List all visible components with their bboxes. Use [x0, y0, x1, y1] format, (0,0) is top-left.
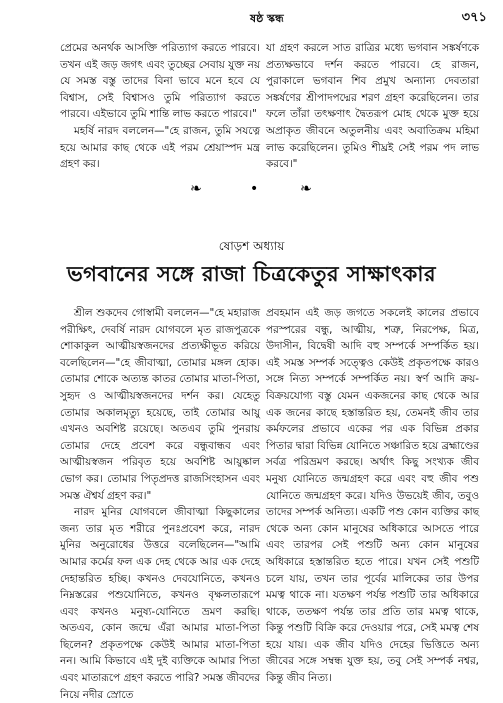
- chapter-number: ষোড়শ অধ্যায়: [218, 239, 285, 253]
- section-ornament: [180, 178, 330, 198]
- body-right-column: [266, 305, 479, 687]
- paragraph: যা গ্রহণ করলে সাত রাত্রির মধ্যে ভগবান সঙ্কর্ষণকে প্রত্যক্ষভাবে দর্শন করতে পারবে। হে রাজন, পুরাকালে ভগবান শিব প্রমুখ অন্যান্য দেবতারা সঙ্কর্ষণের শ্রীপাদপদ্মের শরণ গ্রহণ করেছিলেন। তার ফলে তাঁরা তৎক্ষণাৎ দ্বৈতরূপ মোহ থেকে মুক্ত হয়ে অপ্রাকৃত জীবনে অতুলনীয় এবং অবাতিক্রম মহিমা লাভ করেছিলেন। তুমিও শীঘ্রই সেই পরম পদ লাভ করবে।": [266, 42, 479, 171]
- body-left-column: [60, 305, 260, 703]
- top-right-column: [266, 40, 479, 173]
- paragraph: মহর্ষি নারদ বললেন—"হে রাজন, তুমি সযত্নে হয়ে আমার কাছ থেকে এই পরম শ্রেয়াস্পদ মন্ত্র গ্রহণ কর।: [60, 124, 260, 171]
- ornament-right: ❧: [300, 181, 312, 197]
- paragraph: নারদ মুনির যোগবলে জীবাত্মা কিছুকালের জন্য তার মৃত শরীরে পুনঃপ্রবেশ করে, নারদ মুনির অনুরোধের উত্তরে বলেছিলেন—"আমি আমার কর্মের ফল এক দেহ থেকে আর এক দেহে দেহান্তরিত হচ্ছি। কখনও দেবযোনিতে, কখনও নিম্নস্তরের পশুযোনিতে, কখনও বৃক্ষলতারূপে এবং কখনও মনুষ্য-যোনিতে ভ্রমণ করছি। অতএব, কোন জন্মে এঁরা আমার মাতা-পিতা ছিলেন? প্রকৃতপক্ষে কেউই আমার মাতা-পিতা নন। আমি কিভাবে এই দুই ব্যক্তিকে আমার পিতা এবং মাতারূপে গ্রহণ করতে পারি? সমস্ত জীবদের নিয়ে নদীর স্রোতে: [60, 506, 260, 701]
- top-left-column: [60, 40, 260, 173]
- page-header: [60, 6, 487, 28]
- running-title: ষষ্ঠ স্কন্ধ: [250, 12, 284, 25]
- ornament-center: •: [250, 181, 259, 197]
- paragraph: প্রবহমান এই জড় জগতে সকলেই কালের প্রভাবে পরস্পরের বন্ধু, আত্মীয়, শত্রু, নিরপেক্ষ, মিত্র, উদাসীন, বিদ্বেষী আদি বহু সম্পর্কে সম্পর্কিত হয়। এই সমস্ত সম্পর্ক সত্ত্বেও কেউই প্রকৃতপক্ষে কারও সঙ্গে নিত্য সম্পর্কে সম্পর্কিত নয়। স্বর্ণ আদি ক্রয়-বিক্রয়যোগ্য বস্তু যেমন একজনের কাছ থেকে আর এক জনের কাছে হস্তান্তরিত হয়, তেমনই জীব তার কর্মফলের প্রভাবে একের পর এক বিভিন্ন প্রকার পিতার দ্বারা বিভিন্ন যোনিতে সঞ্চারিত হয়ে ব্রহ্মাণ্ডের সর্বত্র পরিভ্রমণ করছে। অর্থাৎ কিছু সংখ্যক জীব মনুষ্য যোনিতে জন্মগ্রহণ করে এবং বহু জীব পশু যোনিতে জন্মগ্রহণ করে। যদিও উভয়েই জীব, তবুও তাদের সম্পর্ক অনিত্য। একটি পশু কোন ব্যক্তির কাছ থেকে অন্য কোন মানুষের অধিকারে আসতে পারে এবং তারপর সেই পশুটি অন্য কোন মানুষের অধিকারে হস্তান্তরিত হতে পারে। যখন সেই পশুটি চলে যায়, তখন তার পূর্বের মালিকের তার উপর মমত্ব থাকে না। যতক্ষণ পর্যন্ত পশুটি তার অধিকারে থাকে, ততক্ষণ পর্যন্ত তার প্রতি তার মমত্ব থাকে, কিন্তু পশুটি বিক্রি করে দেওয়ার পরে, সেই মমত্ব শেষ হয়ে যায়। এক জীব যদিও দেহের ভিত্তিতে অন্য জীবের সঙ্গে সম্বন্ধ যুক্ত হয়, তবু সেই সম্পর্ক নশ্বর, কিন্তু জীব নিত্য।: [266, 307, 479, 685]
- chapter-title: ভগবানের সঙ্গে রাজা চিত্রকেতুর সাক্ষাৎকার: [66, 262, 437, 286]
- paragraph: প্রেমের অনর্থক আসক্তি পরিত্যাগ করতে পারবে। তখন এই জড় জগৎ এবং তুচ্ছের সেবায় যুক্ত নয় যে সমস্ত বস্তু তাদের বিনা ভাবে মনে হবে যে বিশ্বাস, সেই বিশ্বাসও তুমি পরিত্যাগ করতে পারবে। এইভাবে তুমি শান্তি লাভ করতে পারবে।": [60, 42, 260, 121]
- ornament-left: ❧: [190, 181, 202, 197]
- paragraph: শ্রীল শুকদেব গোস্বামী বললেন—"হে মহারাজ পরীক্ষিৎ, দেবর্ষি নারদ যোগবলে মৃত রাজপুত্রকে শোকাকুল আত্মীয়স্বজনদের প্রত্যক্ষীভূত করিয়ে বলেছিলেন—"হে জীবাত্মা, তোমার মঙ্গল হোক। তোমার শোকে অত্যন্ত কাতর তোমার মাতা-পিতা, সুহৃদ ও আত্মীয়স্বজনদের দর্শন কর। যেহেতু তোমার অকালমৃত্যু হয়েছে, তাই তোমার আয়ু এখনও অবশিষ্ট রয়েছে। অতএব তুমি পুনরায় তোমার দেহে প্রবেশ করে বন্ধুবান্ধব এবং আত্মীয়স্বজন পরিবৃত হয়ে অবশিষ্ট আয়ুষ্কাল ভোগ কর। তোমার পিতৃপ্রদত্ত রাজসিংহাসন এবং সমস্ত ঐশ্বর্য গ্রহণ কর।": [60, 307, 260, 502]
- page-number: ৩৭১: [461, 10, 487, 25]
